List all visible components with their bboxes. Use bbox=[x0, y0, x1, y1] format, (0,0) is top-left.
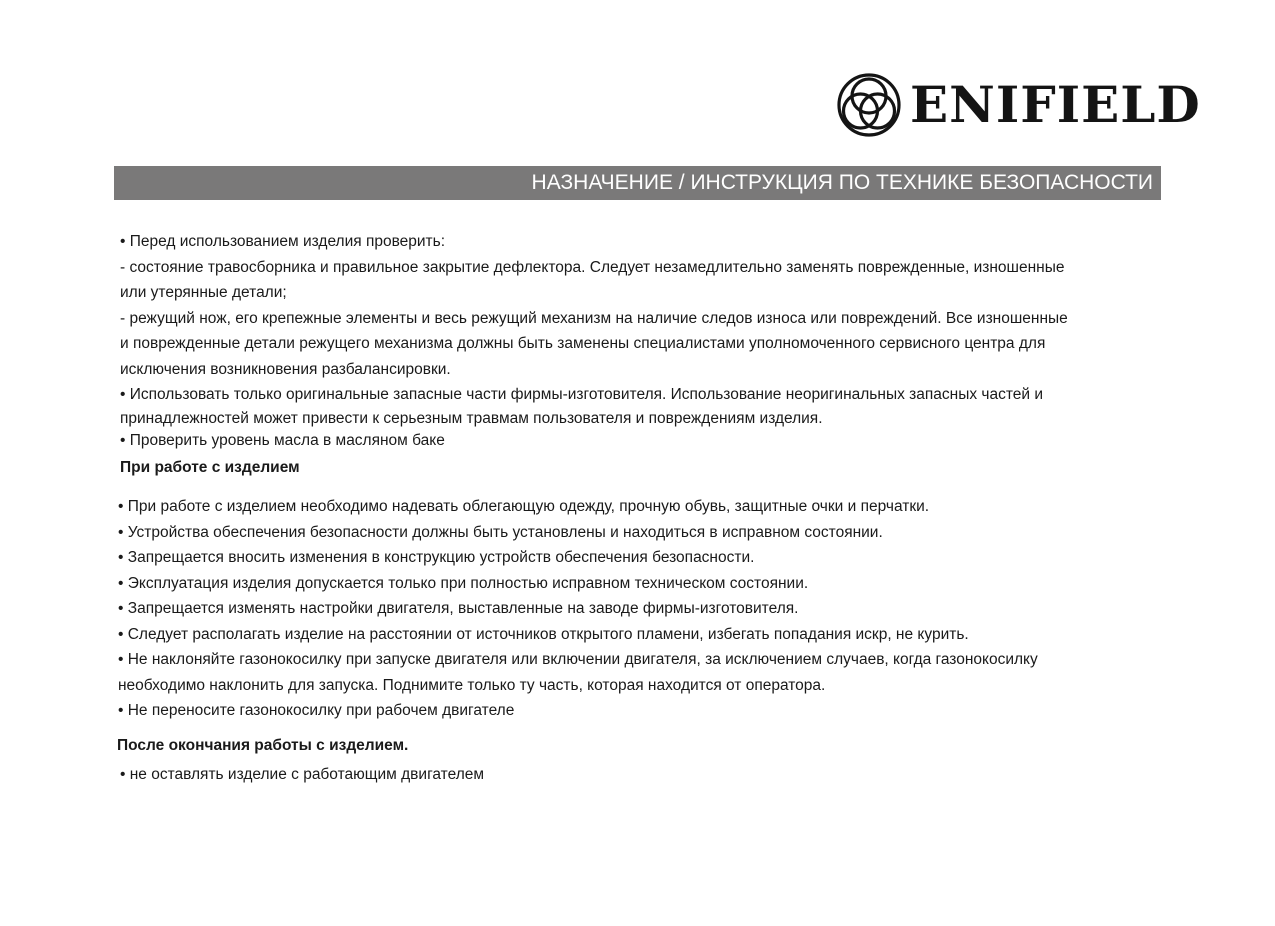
section-banner: НАЗНАЧЕНИЕ / ИНСТРУКЦИЯ ПО ТЕХНИКЕ БЕЗОПАСНОСТИ bbox=[114, 166, 1161, 200]
during-work-line: • Запрещается изменять настройки двигателя, выставленные на заводе фирмы-изготовителя. bbox=[118, 600, 799, 617]
spacer bbox=[120, 480, 1160, 494]
before-use-line: исключения возникновения разбалансировки. bbox=[120, 360, 451, 378]
before-use-line: принадлежностей может привести к серьезным травмам пользователя и повреждениям изделия. bbox=[120, 409, 823, 427]
during-work-line: • Запрещается вносить изменения в конструкцию устройств обеспечения безопасности. bbox=[118, 549, 755, 566]
during-work-line: • При работе с изделием необходимо надевать облегающую одежду, прочную обувь, защитные очки и перчатки. bbox=[118, 498, 930, 515]
brand-name: ENIFIELD bbox=[910, 75, 1201, 134]
during-work-line: • Следует располагать изделие на расстоянии от источников открытого пламени, избегать попадания искр, не курить. bbox=[118, 625, 969, 643]
spacer bbox=[120, 724, 1160, 733]
before-use-line: или утерянные детали; bbox=[120, 284, 287, 301]
during-work-line: • Эксплуатация изделия допускается только при полностью исправном техническом состоянии. bbox=[118, 574, 809, 592]
during-work-line: • Не переносите газонокосилку при рабочем двигателе bbox=[118, 702, 515, 719]
interlocking-rings-icon bbox=[836, 72, 902, 138]
instructions-body bbox=[117, 229, 1160, 788]
before-use-line: и поврежденные детали режущего механизма должны быть заменены специалистами уполномоченного сервисного центра для bbox=[120, 335, 1046, 352]
during-work-heading: При работе с изделием bbox=[120, 458, 300, 476]
before-use-line: • Проверить уровень масла в масляном баке bbox=[120, 431, 445, 449]
before-use-line: - режущий нож, его крепежные элементы и весь режущий механизм на наличие следов износа или повреждений. Все изношенные bbox=[120, 309, 1068, 327]
after-work-heading: После окончания работы с изделием. bbox=[117, 736, 409, 754]
during-work-line: • Устройства обеспечения безопасности должны быть установлены и находиться в исправном состоянии. bbox=[118, 523, 883, 541]
during-work-line: • Не наклоняйте газонокосилку при запуске двигателя или включении двигателя, за исключением случаев, когда газонокосилку bbox=[118, 651, 1038, 668]
brand-logo bbox=[836, 72, 1201, 138]
before-use-intro: • Перед использованием изделия проверить: bbox=[120, 233, 446, 250]
after-work-line: • не оставлять изделие с работающим двигателем bbox=[120, 766, 485, 783]
during-work-line: необходимо наклонить для запуска. Поднимите только ту часть, которая находится от оператора. bbox=[118, 676, 826, 694]
before-use-line: - состояние травосборника и правильное закрытие дефлектора. Следует незамедлительно заменять поврежденные, изношенные bbox=[120, 258, 1065, 276]
before-use-line: • Использовать только оригинальные запасные части фирмы-изготовителя. Использование неоригинальных запасных частей и bbox=[120, 386, 1043, 403]
